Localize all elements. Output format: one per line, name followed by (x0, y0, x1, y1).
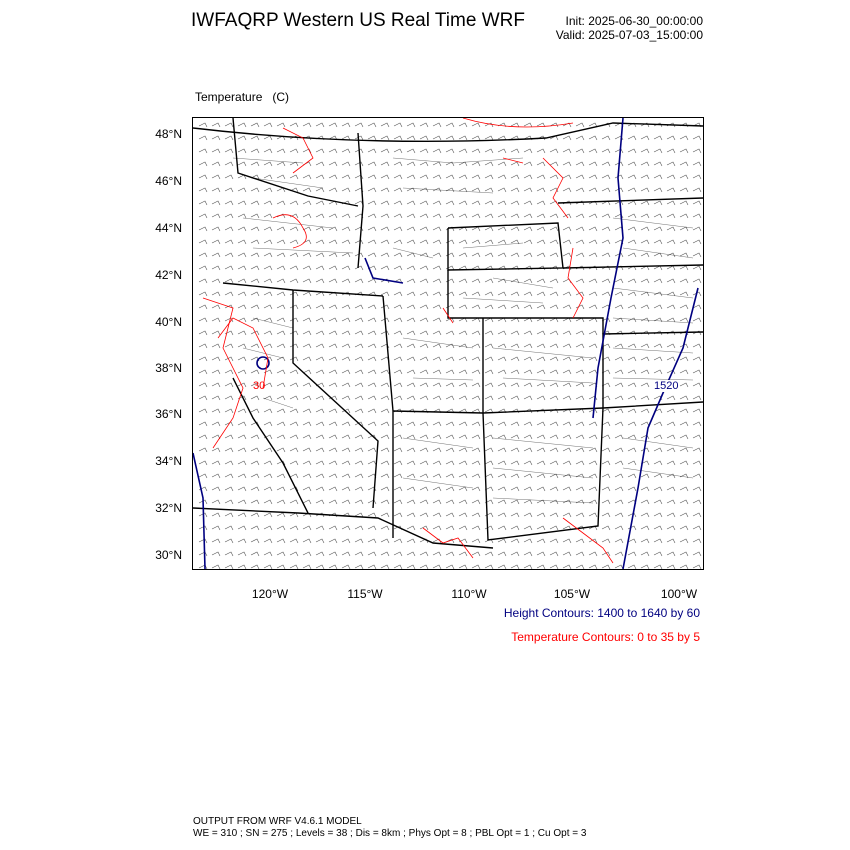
time-info (556, 14, 703, 42)
map-panel (192, 117, 704, 570)
lon-label-115: 115°W (347, 587, 383, 601)
lat-label-42: 42°N (155, 268, 182, 282)
lon-label-100: 100°W (660, 587, 698, 601)
init-time: Init: 2025-06-30_00:00:00 (565, 14, 703, 28)
latitude-axis (120, 117, 182, 568)
lat-label-40: 40°N (155, 315, 182, 329)
lat-label-48: 48°N (155, 127, 182, 141)
longitude-axis (192, 587, 704, 603)
map-title: IWFAQRP Western US Real Time WRF (191, 10, 525, 31)
lon-label-120: 120°W (251, 587, 289, 601)
height-contour-info: Height Contours: 1400 to 1640 by 60 (503, 606, 700, 620)
height-contours (193, 118, 698, 569)
valid-time: Valid: 2025-07-03_15:00:00 (555, 28, 703, 42)
lat-label-44: 44°N (155, 221, 182, 235)
lon-label-105: 105°W (553, 587, 591, 601)
lat-label-30: 30°N (155, 548, 182, 562)
height-contour-label: 1520 (654, 380, 679, 392)
temperature-contours (203, 118, 613, 563)
lat-label-36: 36°N (155, 407, 182, 421)
lon-label-110: 110°W (451, 587, 487, 601)
lat-label-38: 38°N (155, 361, 182, 375)
field-temperature: Temperature (C) (195, 90, 290, 104)
lat-label-46: 46°N (155, 174, 182, 188)
lat-label-32: 32°N (155, 501, 182, 515)
county-borders (233, 158, 693, 503)
temperature-contour-info: Temperature Contours: 0 to 35 by 5 (511, 630, 700, 644)
lat-label-34: 34°N (155, 454, 182, 468)
footer-model-line: OUTPUT FROM WRF V4.6.1 MODEL (193, 816, 362, 827)
footer-config-line: WE = 310 ; SN = 275 ; Levels = 38 ; Dis = 8km ; Phys Opt = 8 ; PBL Opt = 1 ; Cu Opt = 3 (193, 828, 587, 839)
model-footer (193, 816, 586, 840)
map-plot (193, 118, 703, 569)
wind-barbs (199, 123, 701, 569)
temp-contour-label: 30 (253, 380, 266, 392)
